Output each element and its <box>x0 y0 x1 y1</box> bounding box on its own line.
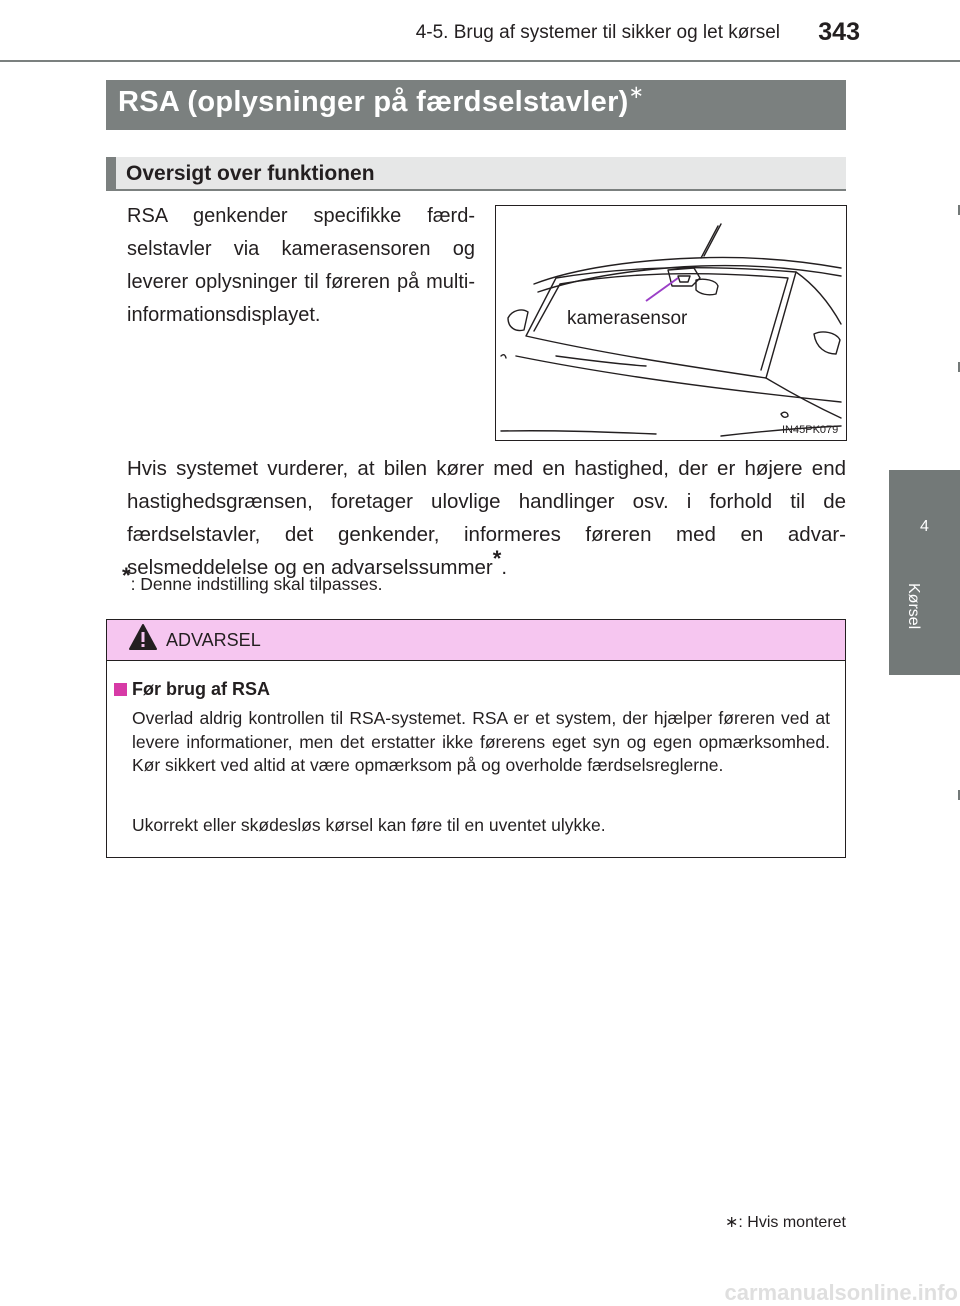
footnote-text: : Denne indstilling skal tilpasses. <box>130 574 383 594</box>
callout-line <box>646 278 678 301</box>
figure-image-code: IN45PK079 <box>782 424 839 436</box>
section-title <box>118 82 644 119</box>
footnote <box>122 563 383 595</box>
main-paragraph-text: Hvis systemet vurderer, at bilen kører med en hastighed, der er højere end hastighedsgrænsen, foretager ulovlige handlinger osv. i forhold til de færdselstavler, det genkender, informeres føreren med en advar-selsmeddelelse og en advarselssummer <box>127 457 846 579</box>
bottom-footnote <box>600 1212 846 1232</box>
subsection-accent <box>106 157 116 191</box>
svg-text:carmanualsonline.info: carmanualsonline.info <box>724 1280 958 1305</box>
chapter-title: 4-5. Brug af systemer til sikker og let kørsel <box>415 22 780 43</box>
side-tab-label: Kørsel <box>905 583 922 630</box>
bullet-square-icon <box>114 683 127 696</box>
section-title-text: RSA (oplysninger på færdselstavler) <box>118 86 629 118</box>
bottom-footnote-text: : Hvis monteret <box>738 1214 846 1231</box>
main-paragraph <box>127 452 846 584</box>
intro-paragraph: RSA genkender specifikke færd-selstavler via kamerasensoren og leverer oplysninger til føreren på multi-informationsdisplayet. <box>127 205 475 326</box>
main-paragraph-mark: * <box>492 546 502 572</box>
main-paragraph-end: . <box>501 556 508 579</box>
chapter-side-tab[interactable] <box>889 470 960 675</box>
warning-title: ADVARSEL <box>166 630 261 650</box>
side-tab-number: 4 <box>920 518 929 535</box>
side-tab-label-wrap <box>904 583 924 653</box>
warning-body-1: Overlad aldrig kontrollen til RSA-systemet. RSA er et system, der hjælper føreren ved at levere informationer, men det erstatter ikke førerens eget syn og egen opmærksomhed. Kør sikkert ved altid at være opmærksom på og overholde færdselsreglerne. <box>132 708 830 775</box>
subsection-title: Oversigt over funktionen <box>126 162 375 185</box>
warning-triangle-icon <box>128 623 158 651</box>
page-number: 343 <box>818 18 860 46</box>
footnote-mark: * <box>122 563 131 589</box>
watermark-logo <box>560 1280 960 1306</box>
warning-item-title: Før brug af RSA <box>132 679 270 699</box>
header-divider <box>0 60 960 62</box>
figure-callout-label: kamerasensor <box>567 308 688 329</box>
warning-body-2: Ukorrekt eller skødesløs kørsel kan føre til en uventet ulykke. <box>132 815 606 835</box>
bottom-footnote-mark: ∗ <box>725 1214 739 1231</box>
section-title-mark: ∗ <box>628 82 644 102</box>
